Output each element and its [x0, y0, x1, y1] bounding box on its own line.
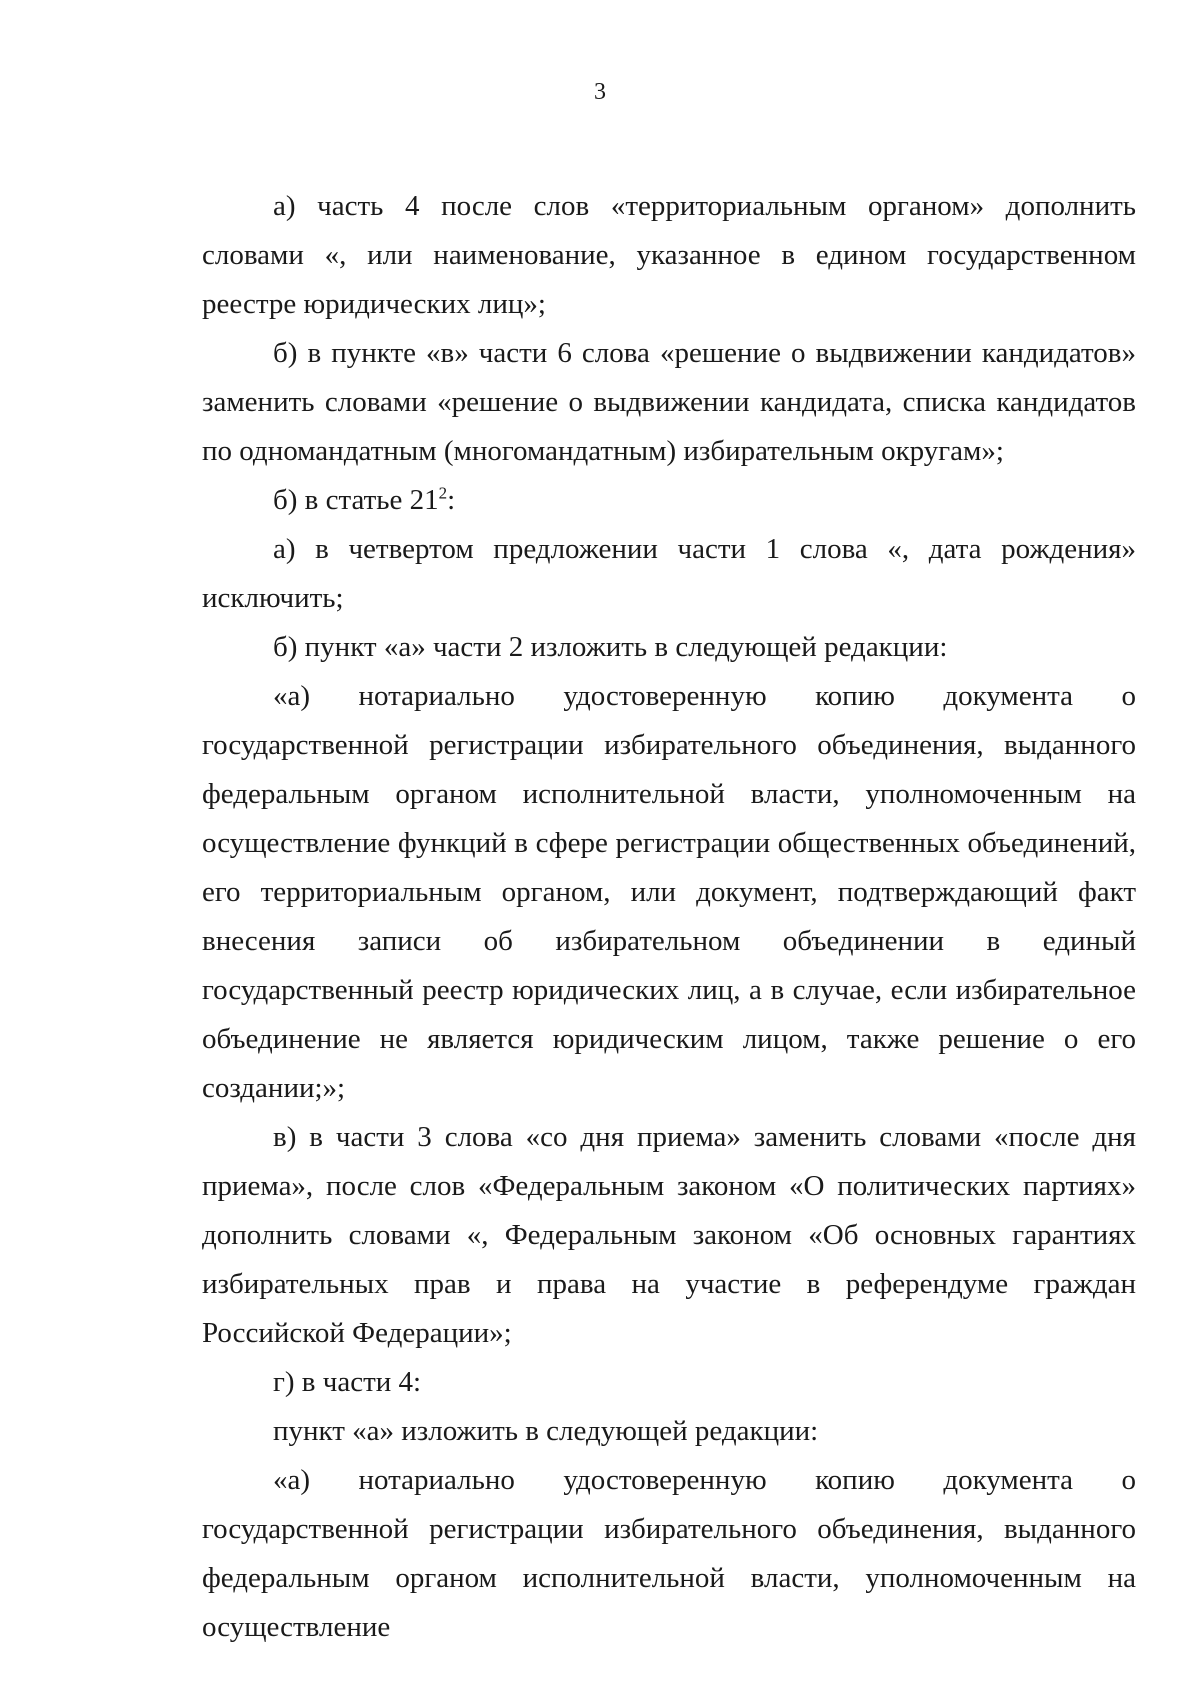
- paragraph-part-4-heading: г) в части 4:: [273, 1366, 422, 1398]
- article-heading-colon: :: [447, 484, 456, 516]
- paragraph-clause-a-intro: пункт «а» изложить в следующей редакции:: [273, 1415, 819, 1447]
- paragraph-amend-part-4: а) часть 4 после слов «территориальным органом» дополнить словами «, или наименование, указанное в едином государственном реестре юридических лиц»;: [202, 190, 1136, 320]
- paragraph-amend-part-3: в) в части 3 слова «со дня приема» заменить словами «после дня приема», после слов «Федеральным законом «О политических партиях» дополнить словами «, Федеральным законом «Об основных гарантиях избирательных прав и права на участие в референдуме граждан Российской Федерации»;: [202, 1121, 1136, 1349]
- page-number: 3: [594, 79, 606, 105]
- article-superscript: 2: [438, 483, 448, 503]
- article-heading-text: б) в статье 21: [273, 484, 439, 516]
- document-body: [202, 182, 1136, 1652]
- paragraph-quoted-clause-a-continued: «а) нотариально удостоверенную копию документа о государственной регистрации избирательного объединения, выданного федеральным органом исполнительной власти, уполномоченным на осуществление: [202, 1464, 1136, 1643]
- paragraph-quoted-clause-a: «а) нотариально удостоверенную копию документа о государственной регистрации избирательного объединения, выданного федеральным органом исполнительной власти, уполномоченным на осуществление функций в сфере регистрации общественных объединений, его территориальным органом, или документ, подтверждающий факт внесения записи об избирательном объединении в единый государственный реестр юридических лиц, а в случае, если избирательное объединение не является юридическим лицом, также решение о его создании;»;: [202, 680, 1136, 1104]
- paragraph-amend-part-2: б) пункт «а» части 2 изложить в следующей редакции:: [273, 631, 948, 663]
- paragraph-amend-part-6: б) в пункте «в» части 6 слова «решение о выдвижении кандидатов» заменить словами «решение о выдвижении кандидата, списка кандидатов по одномандатным (многомандатным) избирательным округам»;: [202, 337, 1136, 467]
- paragraph-amend-part-1: а) в четвертом предложении части 1 слова «, дата рождения» исключить;: [202, 533, 1136, 614]
- paragraph-article-heading: [202, 476, 1136, 525]
